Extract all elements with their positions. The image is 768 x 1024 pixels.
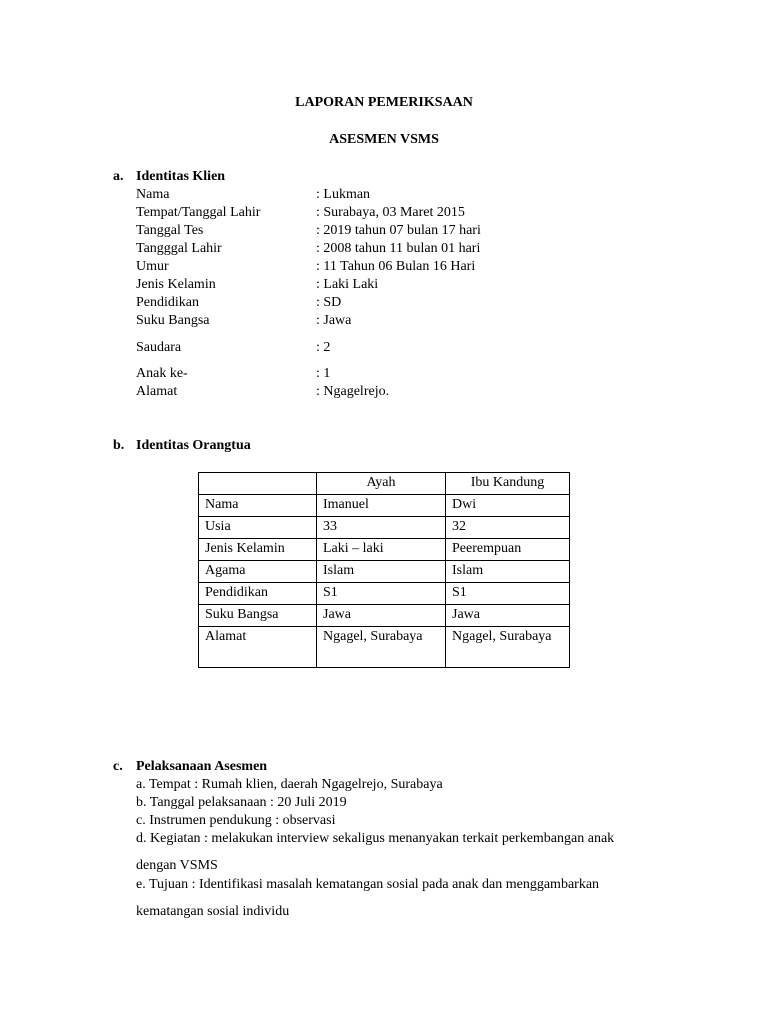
assessment-line: dengan VSMS: [136, 858, 218, 873]
assessment-line: a. Tempat : Rumah klien, daerah Ngagelrejo, Surabaya: [136, 777, 443, 792]
table-row: [199, 561, 570, 583]
client-field-label: Suku Bangsa: [136, 313, 210, 328]
table-cell: Laki – laki: [317, 539, 446, 561]
table-row: [199, 627, 570, 668]
table-header-row: [199, 473, 570, 495]
table-row: [199, 495, 570, 517]
client-field-value: : 1: [316, 366, 331, 381]
table-cell: Ngagel, Surabaya: [317, 627, 446, 668]
section-a-heading: Identitas Klien: [136, 169, 226, 184]
client-field-label: Tanggal Tes: [136, 223, 204, 238]
client-field-value: : Ngagelrejo.: [316, 384, 390, 399]
client-field-value: : Surabaya, 03 Maret 2015: [316, 205, 465, 220]
table-cell: Peerempuan: [446, 539, 570, 561]
table-cell: S1: [317, 583, 446, 605]
table-cell: S1: [446, 583, 570, 605]
table-cell: Jawa: [317, 605, 446, 627]
section-c-letter: c.: [113, 759, 123, 774]
client-field-value: : 2008 tahun 11 bulan 01 hari: [316, 241, 481, 256]
table-header-cell: [199, 473, 317, 495]
table-cell: Dwi: [446, 495, 570, 517]
table-cell: Usia: [199, 517, 317, 539]
table-cell: Pendidikan: [199, 583, 317, 605]
client-field-label: Tangggal Lahir: [136, 241, 222, 256]
client-field-value: : Lukman: [316, 187, 371, 202]
parents-table: [198, 472, 570, 668]
table-header-cell: Ibu Kandung: [446, 473, 570, 495]
client-field-label: Saudara: [136, 340, 182, 355]
client-field-label: Jenis Kelamin: [136, 277, 216, 292]
table-cell: Alamat: [199, 627, 317, 668]
assessment-line: d. Kegiatan : melakukan interview sekaligus menanyakan terkait perkembangan anak: [136, 831, 615, 846]
table-row: [199, 517, 570, 539]
table-header-cell: Ayah: [317, 473, 446, 495]
table-cell: Ngagel, Surabaya: [446, 627, 570, 668]
client-field-label: Umur: [136, 259, 169, 274]
client-field-value: : Jawa: [316, 313, 352, 328]
table-cell: Jenis Kelamin: [199, 539, 317, 561]
table-cell: Jawa: [446, 605, 570, 627]
section-c-heading: Pelaksanaan Asesmen: [136, 759, 268, 774]
section-a-letter: a.: [113, 169, 124, 184]
client-field-label: Pendidikan: [136, 295, 199, 310]
client-field-label: Tempat/Tanggal Lahir: [136, 205, 261, 220]
client-field-label: Nama: [136, 187, 170, 202]
document-title: LAPORAN PEMERIKSAAN: [295, 95, 473, 110]
client-field-value: : SD: [316, 295, 342, 310]
table-row: [199, 605, 570, 627]
table-cell: Imanuel: [317, 495, 446, 517]
client-field-value: : Laki Laki: [316, 277, 379, 292]
table-cell: Suku Bangsa: [199, 605, 317, 627]
table-cell: 32: [446, 517, 570, 539]
document-subtitle: ASESMEN VSMS: [329, 132, 439, 147]
table-cell: Nama: [199, 495, 317, 517]
assessment-line: e. Tujuan : Identifikasi masalah kematangan sosial pada anak dan menggambarkan: [136, 877, 600, 892]
client-field-value: : 2: [316, 340, 331, 355]
table-cell: Islam: [317, 561, 446, 583]
table-cell: Agama: [199, 561, 317, 583]
section-b-heading: Identitas Orangtua: [136, 438, 251, 453]
assessment-line: kematangan sosial individu: [136, 904, 290, 919]
assessment-line: b. Tanggal pelaksanaan : 20 Juli 2019: [136, 795, 347, 810]
section-b-letter: b.: [113, 438, 125, 453]
client-field-label: Anak ke-: [136, 366, 188, 381]
table-cell: 33: [317, 517, 446, 539]
table-cell: Islam: [446, 561, 570, 583]
table-row: [199, 583, 570, 605]
table-row: [199, 539, 570, 561]
client-field-value: : 11 Tahun 06 Bulan 16 Hari: [316, 259, 476, 274]
assessment-line: c. Instrumen pendukung : observasi: [136, 813, 336, 828]
client-field-label: Alamat: [136, 384, 178, 399]
client-field-value: : 2019 tahun 07 bulan 17 hari: [316, 223, 481, 238]
